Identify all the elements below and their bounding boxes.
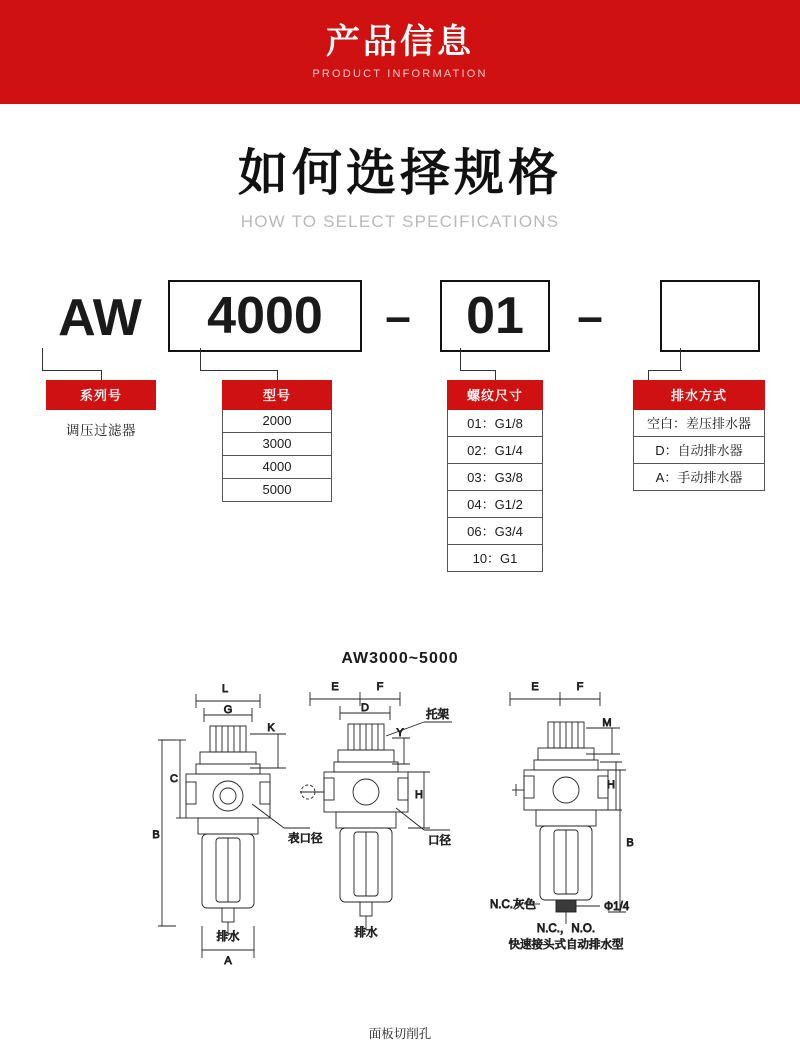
legend-group-thread — [447, 380, 543, 572]
legend-header-series: 系列号 — [46, 380, 156, 410]
svg-text:G: G — [223, 704, 233, 716]
connector-line — [648, 370, 649, 380]
legend-item-drain-0: 空白：差压排水器 — [633, 410, 765, 437]
page-subtitle: HOW TO SELECT SPECIFICATIONS — [240, 212, 560, 231]
technical-drawing — [0, 678, 800, 1018]
legend-item-thread-5: 10：G1 — [447, 545, 543, 572]
svg-text:N.C.，N.O.: N.C.，N.O. — [536, 923, 596, 935]
connector-line — [200, 370, 278, 371]
svg-text:表口径: 表口径 — [288, 833, 323, 845]
connector-line — [42, 370, 102, 371]
code-series-text: AW — [58, 289, 142, 347]
svg-text:E: E — [331, 681, 339, 693]
svg-text:Y: Y — [396, 727, 404, 739]
svg-text:快速接头式自动排水型: 快速接头式自动排水型 — [508, 939, 624, 951]
connector-line — [648, 370, 682, 371]
drawing-view-1 — [152, 683, 323, 967]
legend-group-series — [46, 380, 156, 439]
svg-text:C: C — [170, 773, 178, 785]
legend-item-thread-4: 06：G3/4 — [447, 518, 543, 545]
model-code-diagram — [0, 270, 800, 570]
banner-title: 产品信息 — [326, 22, 474, 61]
connector-line — [460, 370, 496, 371]
legend-header-drain: 排水方式 — [633, 380, 765, 410]
svg-text:K: K — [267, 722, 275, 734]
svg-text:M: M — [602, 717, 612, 729]
legend-item-thread-1: 02：G1/4 — [447, 437, 543, 464]
legend-item-drain-2: A：手动排水器 — [633, 464, 765, 491]
code-model-box: 4000 — [168, 280, 362, 352]
drawing-view-3 — [490, 681, 634, 951]
connector-line — [495, 370, 496, 380]
legend-group-drain — [633, 380, 765, 491]
svg-text:Φ1/4: Φ1/4 — [604, 901, 630, 913]
drawing-title: AW3000~5000 — [341, 650, 459, 667]
svg-text:口径: 口径 — [428, 835, 451, 847]
legend-item-model-1: 3000 — [222, 433, 332, 456]
svg-text:H: H — [415, 789, 423, 801]
svg-text:B: B — [152, 829, 160, 841]
svg-text:H: H — [607, 779, 615, 791]
svg-text:F: F — [576, 681, 584, 693]
connector-line — [200, 348, 201, 370]
code-thread-box: 01 — [440, 280, 550, 352]
svg-text:D: D — [361, 702, 369, 714]
connector-line — [680, 348, 681, 370]
banner-subtitle: PRODUCT INFORMATION — [312, 68, 488, 81]
svg-text:B: B — [626, 837, 634, 849]
legend-item-model-3: 5000 — [222, 479, 332, 502]
legend-header-thread: 螺纹尺寸 — [447, 380, 543, 410]
legend-item-thread-0: 01：G1/8 — [447, 410, 543, 437]
legend-header-model: 型号 — [222, 380, 332, 410]
legend-item-thread-3: 04：G1/2 — [447, 491, 543, 518]
svg-text:排水: 排水 — [216, 931, 240, 943]
connector-line — [460, 348, 461, 370]
legend-group-model — [222, 380, 332, 502]
code-dash-1: – — [385, 290, 411, 342]
svg-text:E: E — [531, 681, 539, 693]
drawing-view-2 — [300, 681, 452, 939]
connector-line — [101, 370, 102, 380]
svg-text:排水: 排水 — [354, 927, 378, 939]
svg-text:N.C.灰色: N.C.灰色 — [490, 899, 536, 911]
svg-text:托架: 托架 — [426, 709, 449, 721]
connector-line — [277, 370, 278, 380]
connector-line — [42, 348, 43, 370]
code-dash-2: – — [577, 290, 603, 342]
svg-text:A: A — [224, 955, 232, 967]
legend-item-thread-2: 03：G3/8 — [447, 464, 543, 491]
code-drain-box — [660, 280, 760, 352]
page-title: 如何选择规格 — [238, 145, 562, 201]
svg-text:F: F — [376, 681, 384, 693]
svg-text:L: L — [221, 683, 229, 695]
page-header-banner — [0, 0, 800, 104]
legend-item-drain-1: D：自动排水器 — [633, 437, 765, 464]
section-title-block — [0, 145, 800, 232]
legend-item-model-2: 4000 — [222, 456, 332, 479]
legend-item-model-0: 2000 — [222, 410, 332, 433]
legend-item-series-0: 调压过滤器 — [66, 423, 136, 438]
drawing-caption: 面板切削孔 — [368, 1027, 432, 1041]
